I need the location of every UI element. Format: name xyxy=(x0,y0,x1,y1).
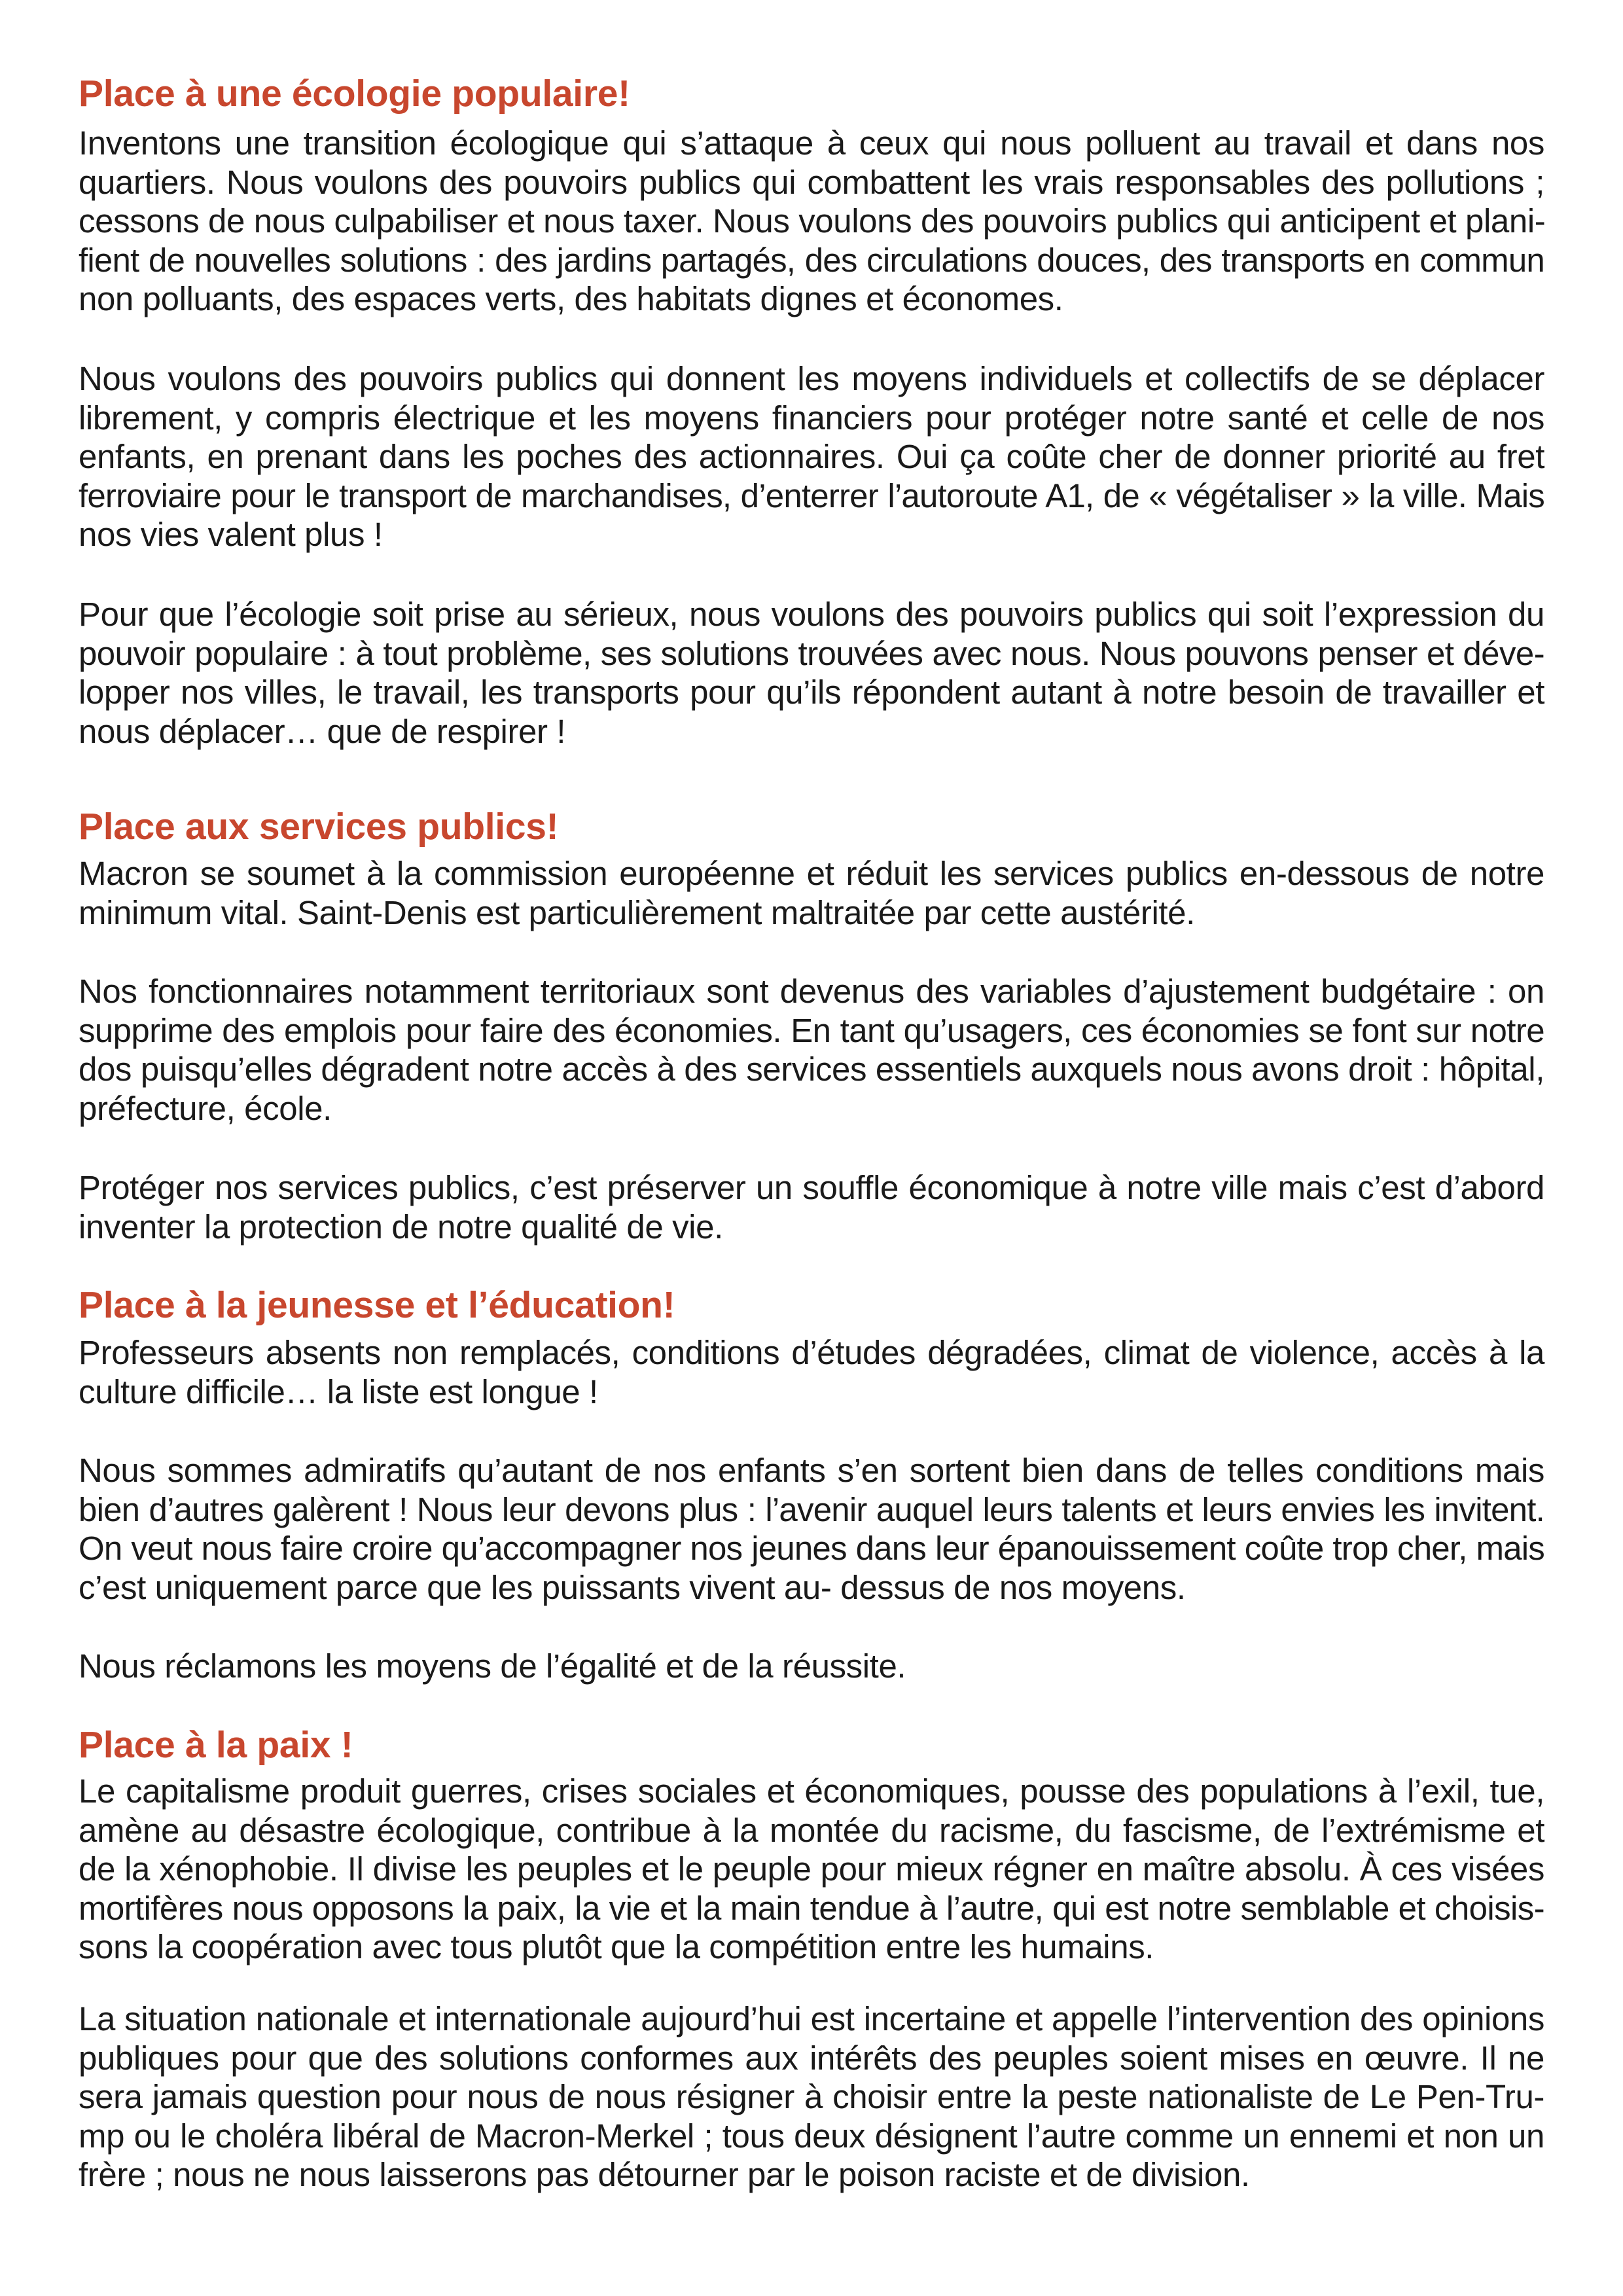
paragraph-line: librement, y compris électrique et les moyens financiers pour protéger notre santé et celle de nos xyxy=(79,399,1544,437)
paragraph-line: enfants, en prenant dans les poches des actionnaires. Oui ça coûte cher de donner priorité au fret xyxy=(79,438,1544,475)
paragraph-line: c’est uniquement parce que les puissants vivent au- dessus de nos moyens. xyxy=(79,1568,1186,1606)
paragraph-line: nous déplacer… que de respirer ! xyxy=(79,712,566,750)
paragraph-line: La situation nationale et internationale aujourd’hui est incertaine et appelle l’intervention des opinions xyxy=(79,2000,1544,2037)
paragraph-line: pouvoir populaire : à tout problème, ses solutions trouvées avec nous. Nous pouvons penser et déve- xyxy=(79,634,1544,672)
paragraph-line: ferroviaire pour le transport de marchandises, d’enterrer l’autoroute A1, de « végétaliser » la ville. Mais xyxy=(79,476,1544,514)
paragraph xyxy=(79,595,1544,751)
paragraph-line: amène au désastre écologique, contribue à la montée du racisme, du fascisme, de l’extrémisme et xyxy=(79,1811,1544,1849)
section-heading-services-publics: Place aux services publics! xyxy=(79,806,559,848)
paragraph-line: lopper nos villes, le travail, les transports pour qu’ils répondent autant à notre besoin de travailler et xyxy=(79,673,1544,711)
paragraph-line: bien d’autres galèrent ! Nous leur devons plus : l’avenir auquel leurs talents et leurs envies les invitent. xyxy=(79,1490,1544,1528)
paragraph-line: sons la coopération avec tous plutôt que la compétition entre les humains. xyxy=(79,1928,1154,1965)
paragraph-line: quartiers. Nous voulons des pouvoirs publics qui combattent les vrais responsables des pollutions ; xyxy=(79,163,1544,201)
paragraph-line: de la xénophobie. Il divise les peuples et le peuple pour mieux régner en maître absolu. À ces visées xyxy=(79,1850,1544,1888)
paragraph-line: non polluants, des espaces verts, des habitats dignes et économes. xyxy=(79,280,1063,317)
paragraph-line: fient de nouvelles solutions : des jardins partagés, des circulations douces, des transports en commun xyxy=(79,241,1544,279)
paragraph-line: Nous voulons des pouvoirs publics qui donnent les moyens individuels et collectifs de se déplacer xyxy=(79,360,1544,397)
paragraph-line: dos puisqu’elles dégradent notre accès à des services essentiels auxquels nous avons droit : hôpital, xyxy=(79,1050,1544,1088)
paragraph-line: Nous réclamons les moyens de l’égalité et de la réussite. xyxy=(79,1647,906,1685)
paragraph xyxy=(79,854,1544,932)
paragraph-line: culture difficile… la liste est longue ! xyxy=(79,1372,598,1410)
section-heading-paix: Place à la paix ! xyxy=(79,1724,353,1766)
section-heading-ecologie: Place à une écologie populaire! xyxy=(79,73,630,115)
paragraph-line: publiques pour que des solutions conformes aux intérêts des peuples soient mises en œuvre. Il ne xyxy=(79,2039,1544,2077)
paragraph-line: mortifères nous opposons la paix, la vie et la main tendue à l’autre, qui est notre semblable et choisis- xyxy=(79,1889,1544,1927)
paragraph-line: Inventons une transition écologique qui s’attaque à ceux qui nous polluent au travail et dans nos xyxy=(79,124,1544,162)
paragraph-line: On veut nous faire croire qu’accompagner nos jeunes dans leur épanouissement coûte trop cher, mais xyxy=(79,1530,1544,1567)
paragraph-line: préfecture, école. xyxy=(79,1089,332,1127)
paragraph-line: frère ; nous ne nous laisserons pas détourner par le poison raciste et de division. xyxy=(79,2156,1250,2193)
paragraph-line: mp ou le choléra libéral de Macron-Merkel ; tous deux désignent l’autre comme un ennemi et non un xyxy=(79,2117,1544,2155)
paragraph-line: nos vies valent plus ! xyxy=(79,516,383,553)
paragraph xyxy=(79,1451,1544,1607)
paragraph xyxy=(79,1168,1544,1246)
paragraph xyxy=(79,1647,1544,1686)
paragraph-line: cessons de nous culpabiliser et nous taxer. Nous voulons des pouvoirs publics qui anticipent et plani- xyxy=(79,202,1546,240)
paragraph-line: Le capitalisme produit guerres, crises sociales et économiques, pousse des populations à l’exil, tue, xyxy=(79,1772,1544,1810)
paragraph xyxy=(79,124,1544,319)
paragraph xyxy=(79,1772,1544,1967)
paragraph xyxy=(79,2000,1544,2195)
paragraph-line: Nos fonctionnaires notamment territoriaux sont devenus des variables d’ajustement budgétaire : on xyxy=(79,973,1544,1010)
paragraph xyxy=(79,972,1544,1128)
paragraph-line: Macron se soumet à la commission européenne et réduit les services publics en-dessous de notre xyxy=(79,855,1544,892)
paragraph-line: Professeurs absents non remplacés, conditions d’études dégradées, climat de violence, accès à la xyxy=(79,1334,1544,1371)
paragraph-line: sera jamais question pour nous de nous résigner à choisir entre la peste nationaliste de Le Pen-Tru- xyxy=(79,2078,1544,2115)
paragraph-line: Protéger nos services publics, c’est préserver un souffle économique à notre ville mais c’est d’abord xyxy=(79,1169,1544,1206)
paragraph-line: Pour que l’écologie soit prise au sérieux, nous voulons des pouvoirs publics qui soit l’expression du xyxy=(79,596,1544,633)
section-heading-jeunesse-education: Place à la jeunesse et l’éducation! xyxy=(79,1284,675,1326)
paragraph-line: Nous sommes admiratifs qu’autant de nos enfants s’en sortent bien dans de telles conditions mais xyxy=(79,1452,1544,1489)
paragraph xyxy=(79,1333,1544,1411)
paragraph xyxy=(79,359,1544,554)
paragraph-line: supprime des emplois pour faire des économies. En tant qu’usagers, ces économies se font sur notre xyxy=(79,1011,1544,1049)
paragraph-line: inventer la protection de notre qualité de vie. xyxy=(79,1208,723,1246)
paragraph-line: minimum vital. Saint-Denis est particulièrement maltraitée par cette austérité. xyxy=(79,893,1195,931)
